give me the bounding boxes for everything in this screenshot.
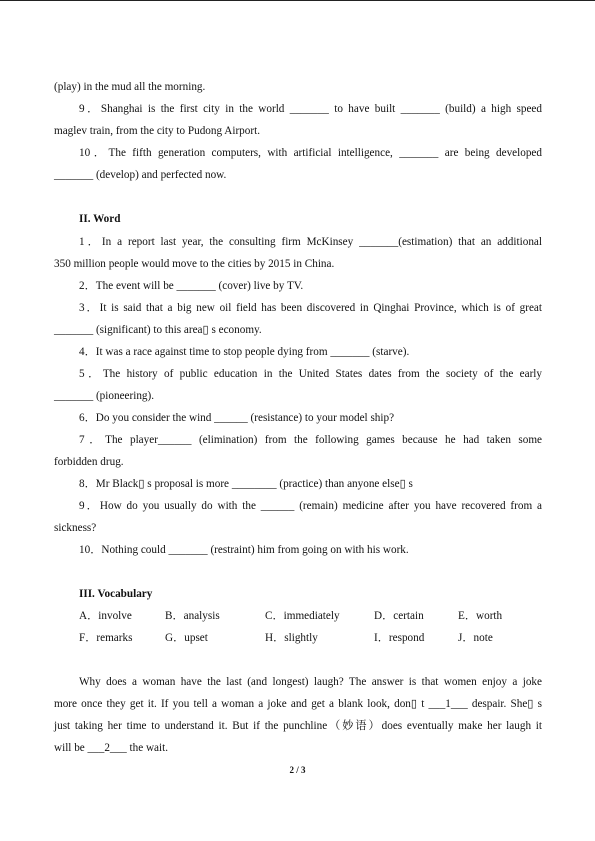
word-question-3-line-1: 3．It is said that a big new oil field has been discovered in Qinghai Province, which is of great (79, 302, 542, 314)
word-question-3-line-2: _______ (significant) to this area▯ s economy. (54, 324, 262, 336)
section-2-heading: II. Word (79, 213, 121, 225)
option-e: E．worth (458, 610, 503, 622)
word-question-6: 6．Do you consider the wind ______ (resistance) to your model ship? (79, 412, 395, 424)
option-f: F．remarks (79, 632, 133, 644)
question-9-line-2: maglev train, from the city to Pudong Airport. (54, 125, 261, 137)
section-3-heading: III. Vocabulary (79, 588, 153, 600)
option-g: G．upset (165, 632, 208, 644)
passage-line-3: just taking her time to understand it. But if the punchline（妙语）does eventually make her laugh it (54, 720, 542, 732)
word-question-1-line-1: 1．In a report last year, the consulting firm McKinsey _______(estimation) that an additional (79, 236, 542, 248)
option-d: D．certain (374, 610, 424, 622)
question-10-line-1: 10．The fifth generation computers, with artificial intelligence, _______ are being developed (79, 147, 542, 159)
option-a: A．involve (79, 610, 132, 622)
page-number: 2 / 3 (289, 765, 306, 775)
passage-line-4: will be ___2___ the wait. (54, 742, 169, 754)
word-question-9-line-1: 9．How do you usually do with the ______ (remain) medicine after you have recovered from a (79, 500, 542, 512)
option-j: J．note (458, 632, 493, 644)
word-question-4: 4．It was a race against time to stop people dying from _______ (starve). (79, 346, 410, 358)
word-question-1-line-2: 350 million people would move to the cities by 2015 in China. (54, 258, 335, 270)
question-10-line-2: _______ (develop) and perfected now. (54, 169, 227, 181)
option-c: C．immediately (265, 610, 340, 622)
passage-line-1: Why does a woman have the last (and longest) laugh? The answer is that women enjoy a joke (79, 676, 542, 688)
word-question-5-line-1: 5．The history of public education in the United States dates from the society of the early (79, 368, 542, 380)
word-question-9-line-2: sickness? (54, 522, 97, 534)
word-question-2: 2．The event will be _______ (cover) live by TV. (79, 280, 304, 292)
word-question-7-line-1: 7．The player______ (elimination) from the following games because he had taken some (79, 434, 542, 446)
word-question-7-line-2: forbidden drug. (54, 456, 124, 468)
question-play-tail: (play) in the mud all the morning. (54, 81, 206, 93)
page-top-border (0, 0, 595, 1)
question-9-line-1: 9．Shanghai is the first city in the world _______ to have built _______ (build) a high speed (79, 103, 542, 115)
word-question-10: 10．Nothing could _______ (restraint) him from going on with his work. (79, 544, 409, 556)
option-b: B．analysis (165, 610, 220, 622)
option-i: I．respond (374, 632, 425, 644)
word-question-8: 8．Mr Black▯ s proposal is more ________ (practice) than anyone else▯ s (79, 478, 413, 490)
passage-line-2: more once they get it. If you tell a woman a joke and get a blank look, don▯ t ___1___ despair. She▯ s (54, 698, 542, 710)
option-h: H．slightly (265, 632, 318, 644)
word-question-5-line-2: _______ (pioneering). (54, 390, 155, 402)
